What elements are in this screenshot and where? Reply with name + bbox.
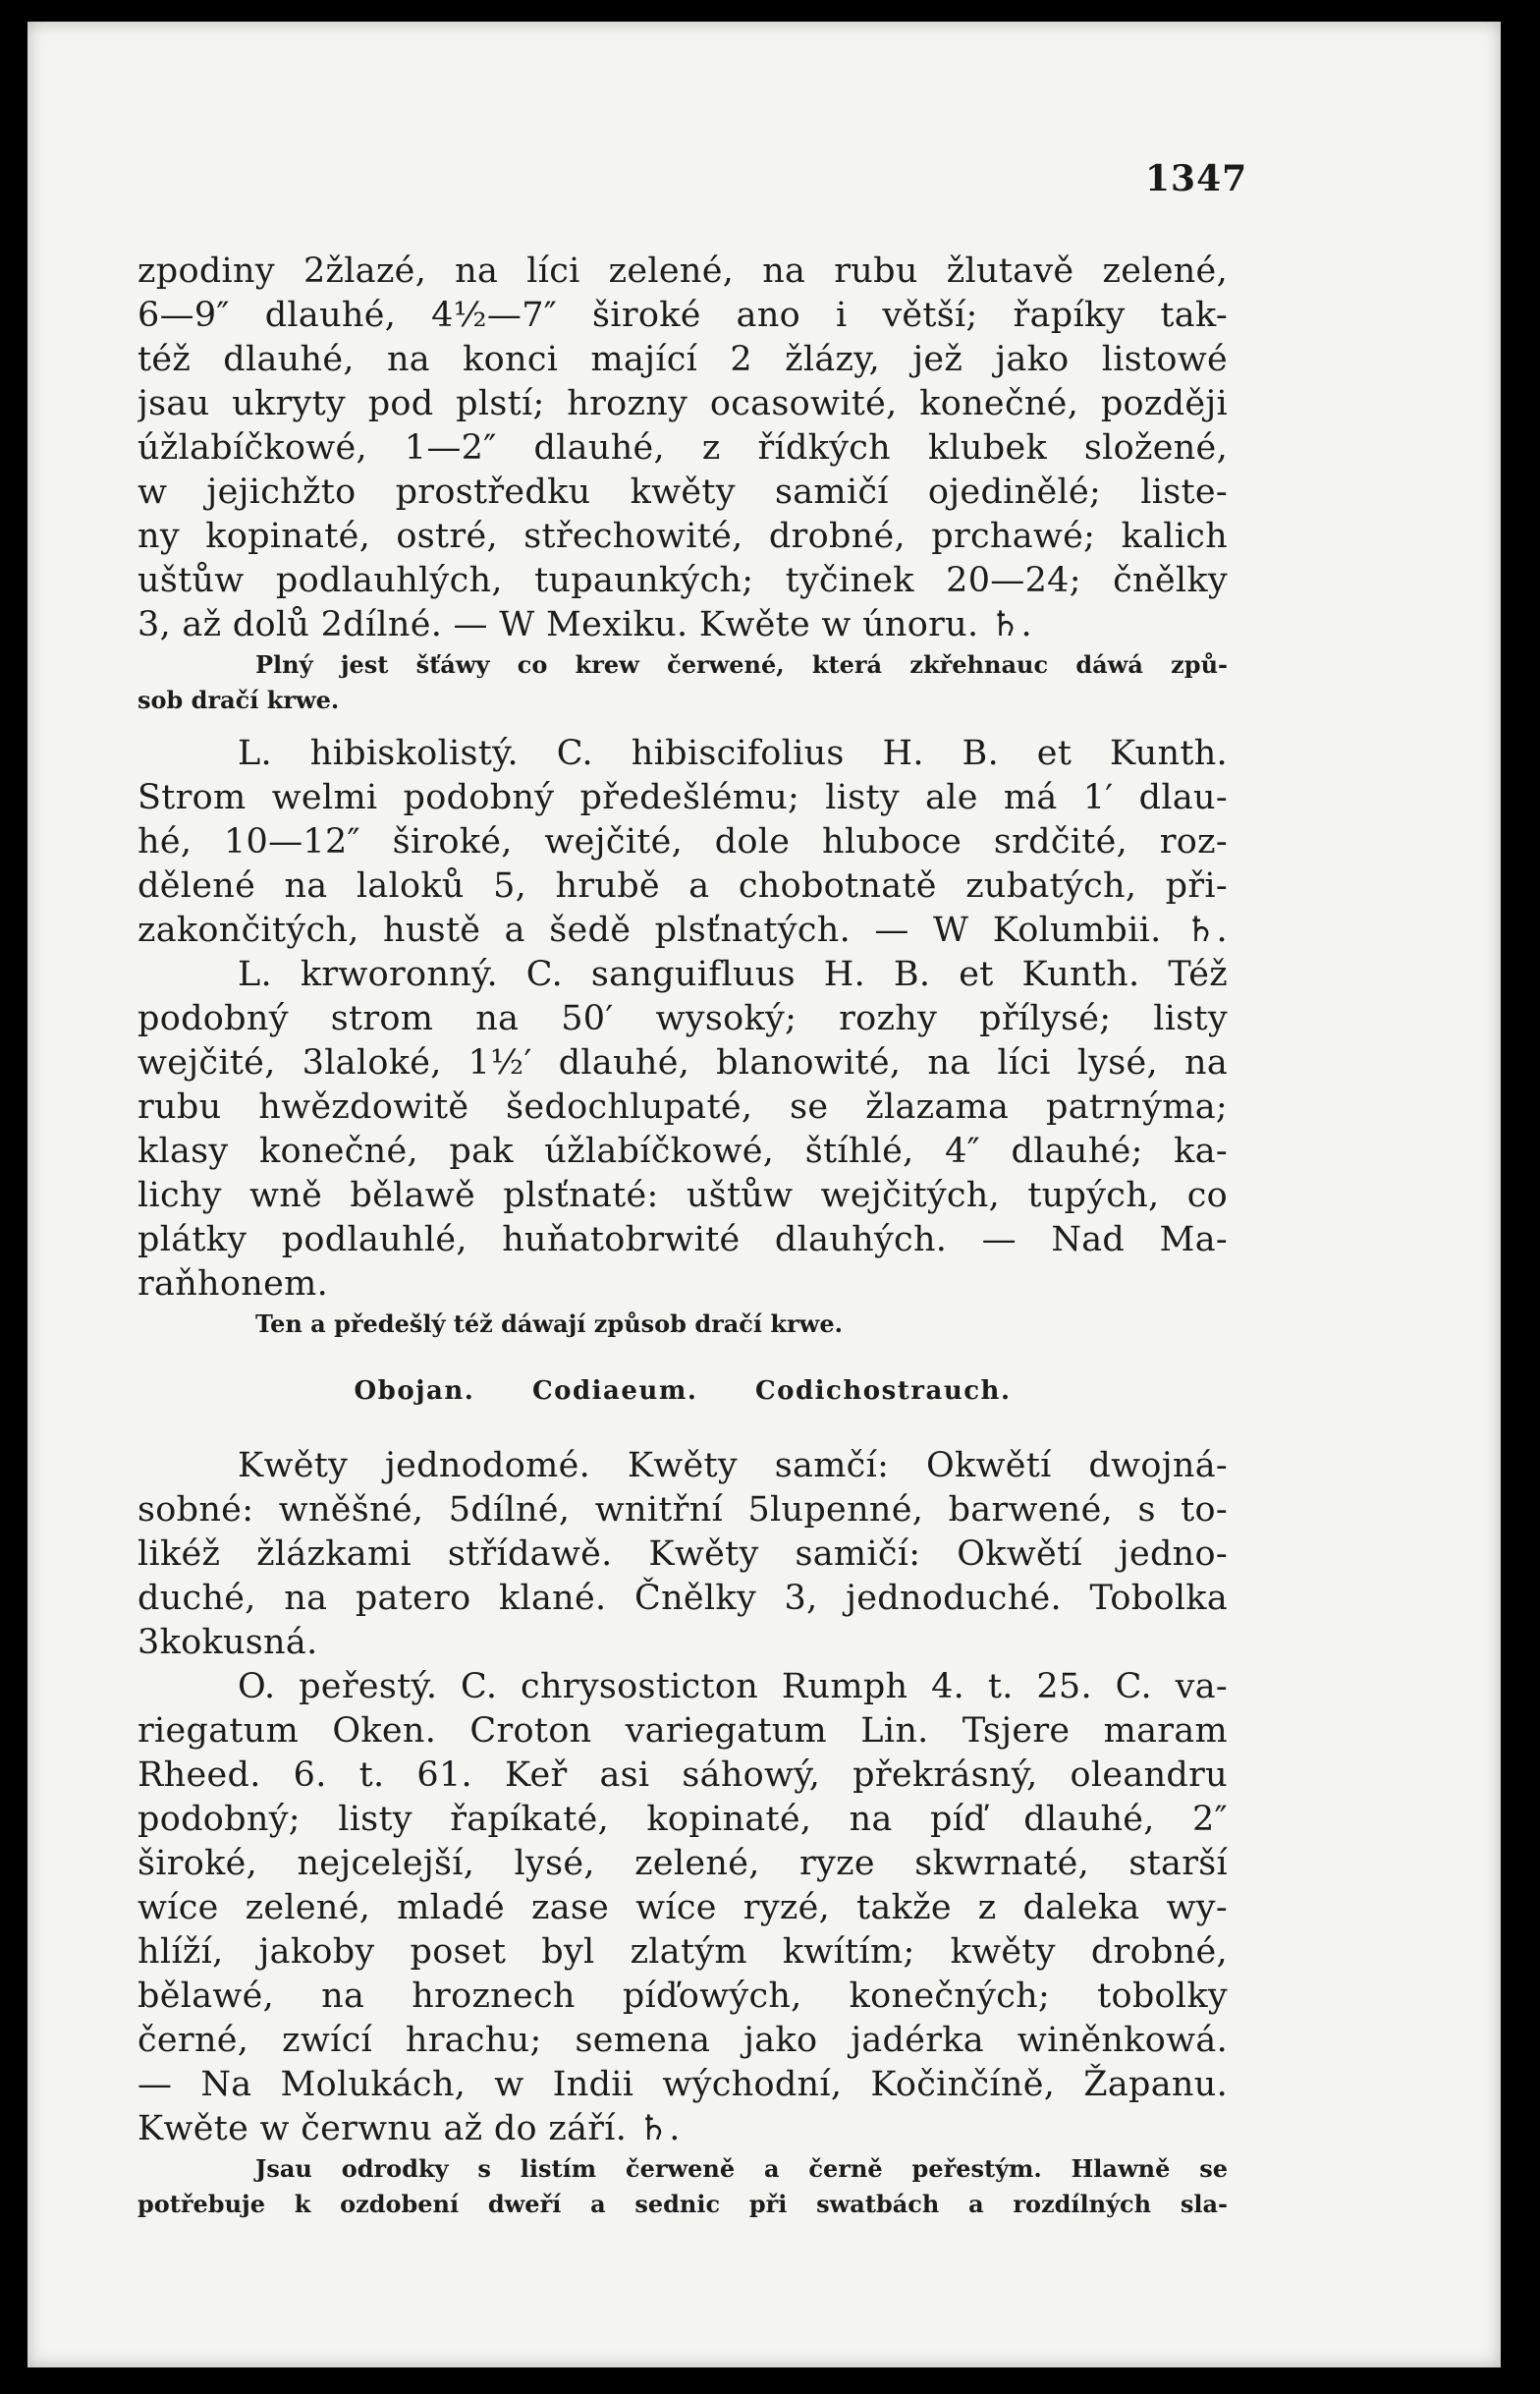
paragraph-block3	[138, 953, 1228, 1307]
text-line: bělawé, na hroznech píďowých, konečných; tobolky	[138, 1976, 1228, 2016]
text-line: hlíží, jakoby poset byl zlatým kwítím; kwěty drobné,	[138, 1932, 1228, 1972]
text-line: — Na Molukách, w Indii wýchodní, Kočinčíně, Žapanu.	[138, 2065, 1228, 2104]
text-line: podobný; listy řapíkaté, kopinaté, na píď dlauhé, 2″	[138, 1800, 1228, 1839]
text-line: hé, 10—12″ široké, wejčité, dole hluboce srdčité, roz-	[138, 822, 1228, 862]
footnote-3	[138, 2151, 1228, 2222]
text-line: duché, na patero klané. Čnělky 3, jednoduché. Tobolka	[138, 1579, 1228, 1618]
paragraph-block5	[138, 1665, 1228, 2151]
text-line: wejčité, 3laloké, 1½′ dlauhé, blanowité, na líci lysé, na	[138, 1043, 1228, 1083]
page-text	[138, 250, 1228, 2222]
text-line: lichy wně bělawě plsťnaté: uštůw wejčitých, tupých, co	[138, 1176, 1228, 1215]
text-line: úžlabíčkowé, 1—2″ dlauhé, z řídkých klubek složené,	[138, 428, 1228, 468]
paragraph-block2	[138, 732, 1228, 953]
text-line: zakončitých, hustě a šedě plsťnatých. — W Kolumbii. ♄.	[138, 911, 1228, 950]
note-line: Jsau odrodky s listím čerweně a černě peřestým. Hlawně se	[255, 2154, 1228, 2183]
text-line: 3, až dolů 2dílné. — W Mexiku. Kwěte w únoru. ♄.	[138, 605, 1032, 644]
text-line: jsau ukryty pod plstí; hrozny ocasowité, konečné, později	[138, 384, 1228, 423]
genus-heading	[138, 1364, 1228, 1419]
text-line: uštůw podlauhlých, tupaunkých; tyčinek 20—24; čnělky	[138, 561, 1228, 600]
page-number: 1347	[1145, 158, 1248, 199]
text-line: O. peřestý. C. chrysosticton Rumph 4. t. 25. C. va-	[238, 1667, 1228, 1706]
footnote-1	[138, 647, 1228, 718]
text-line: též dlauhé, na konci mající 2 žlázy, jež jako listowé	[138, 340, 1228, 379]
text-line: Kwěty jednodomé. Kwěty samčí: Okwětí dwojná-	[238, 1446, 1228, 1485]
text-line: zpodiny 2žlazé, na líci zelené, na rubu žlutavě zelené,	[138, 251, 1228, 291]
text-line: w jejichžto prostředku kwěty samičí ojedinělé; listе-	[138, 473, 1228, 512]
text-line: riegatum Oken. Croton variegatum Lin. Tsjere maram	[138, 1711, 1228, 1751]
text-line: 6—9″ dlauhé, 4½—7″ široké ano i větší; řapíky tak-	[138, 296, 1228, 335]
text-line: rubu hwězdowitě šedochlupaté, se žlazama patrnýma;	[138, 1087, 1228, 1127]
text-line: plátky podlauhlé, huňatobrwité dlauhých. — Nad Ma-	[138, 1220, 1228, 1259]
heading-czech: Obojan.	[354, 1376, 475, 1406]
paragraph-block1	[138, 250, 1228, 647]
paragraph-block4	[138, 1444, 1228, 1665]
text-line: wíce zelené, mladé zase wíce ryzé, takže z daleka wy-	[138, 1888, 1228, 1927]
text-line: raňhonem.	[138, 1264, 329, 1304]
footnote-2: Ten a předešlý též dáwají způsob dračí krwe.	[255, 1309, 843, 1338]
text-line: široké, nejcelejší, lysé, zelené, ryze skwrnaté, starší	[138, 1844, 1228, 1883]
text-line: Strom welmi podobný předešlému; listy ale má 1′ dlau-	[138, 778, 1228, 817]
text-line: podobný strom na 50′ wysoký; rozhy přílysé; listy	[138, 999, 1228, 1038]
text-line: L. krworonný. C. sanguifluus H. B. et Kunth. Též	[238, 955, 1228, 994]
heading-german: Codichostrauch.	[754, 1376, 1012, 1406]
text-line: ny kopinaté, ostré, střechowité, drobné, prchawé; kalich	[138, 517, 1228, 556]
book-page	[28, 22, 1501, 2367]
text-line: černé, zwící hrachu; semena jako jadérka winěnkowá.	[138, 2021, 1228, 2060]
text-line: dělené na laloků 5, hrubě a chobotnatě zubatých, při-	[138, 866, 1228, 906]
text-line: 3kokusná.	[138, 1623, 318, 1662]
note-line: sob dračí krwe.	[138, 686, 340, 714]
note-line: Plný jest šťáwy co krew čerwené, která zkřehnauc dáwá způ-	[255, 650, 1228, 679]
text-line: L. hibiskolistý. C. hibiscifolius H. B. et Kunth.	[238, 734, 1228, 773]
text-line: likéž žlázkami střídawě. Kwěty samičí: Okwětí jedno-	[138, 1534, 1228, 1574]
text-line: klasy konečné, pak úžlabíčkowé, štíhlé, 4″ dlauhé; ka-	[138, 1132, 1228, 1171]
text-line: sobné: wněšné, 5dílné, wnitřní 5lupenné, barwené, s to-	[138, 1490, 1228, 1530]
note-line: potřebuje k ozdobení dweří a sednic při swatbách a rozdílných sla-	[138, 2190, 1228, 2218]
text-line: Kwěte w čerwnu až do září. ♄.	[138, 2109, 681, 2148]
text-line: Rheed. 6. t. 61. Keř asi sáhowý, překrásný, oleandru	[138, 1755, 1228, 1795]
heading-latin: Codiaeum.	[531, 1376, 698, 1406]
